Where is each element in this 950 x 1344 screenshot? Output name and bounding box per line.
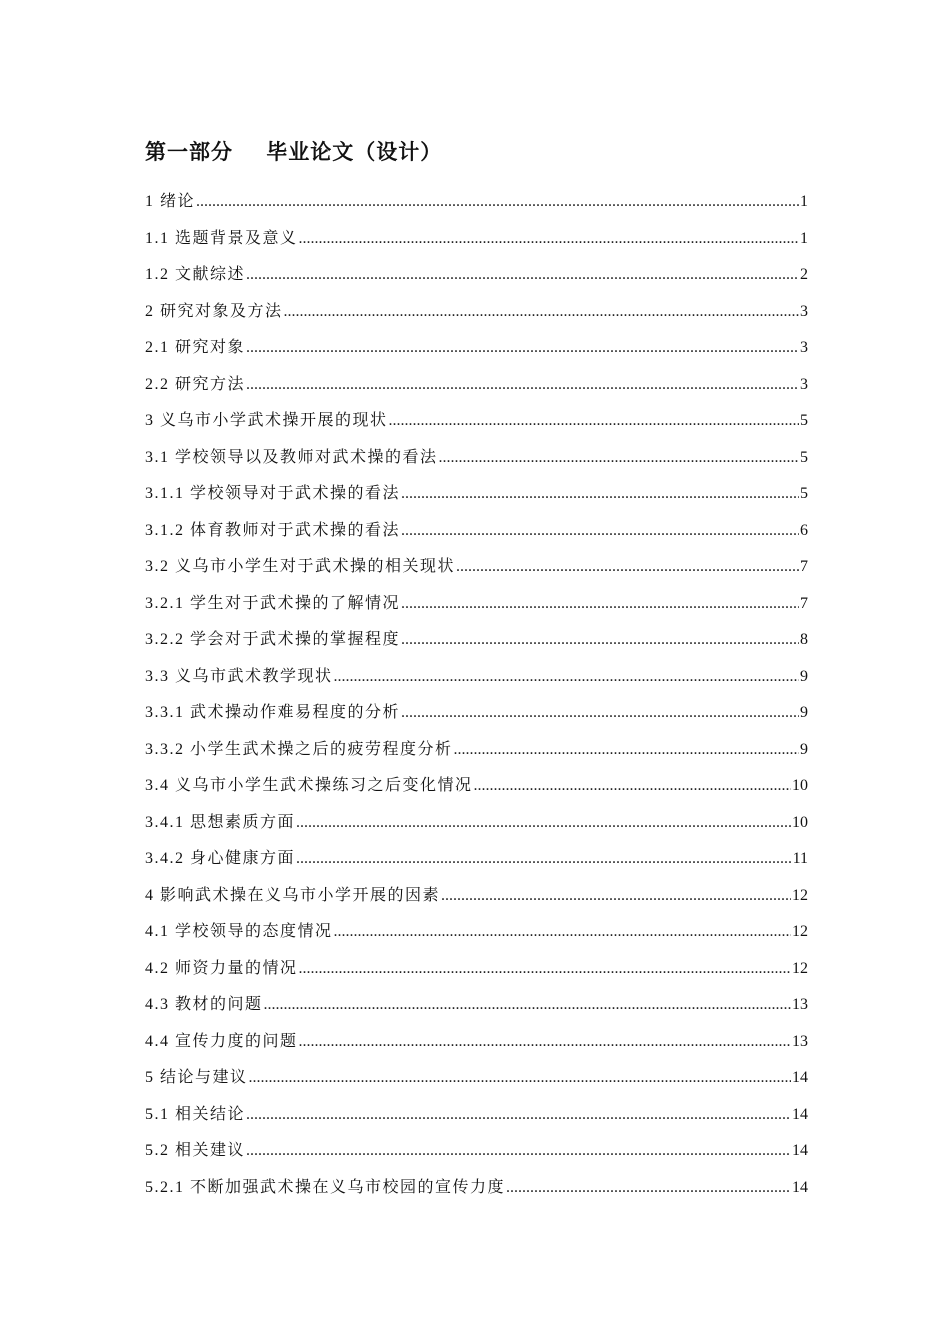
toc-page-number: 6: [800, 521, 808, 539]
toc-entry[interactable]: [145, 878, 813, 915]
toc-entry[interactable]: [145, 659, 813, 696]
toc-entry[interactable]: [145, 987, 813, 1024]
toc-dot-leader: [249, 1060, 791, 1097]
toc-page-number: 13: [792, 1032, 808, 1050]
toc-entry-label: 4.3 教材的问题: [145, 996, 263, 1013]
toc-page-number: 12: [792, 959, 808, 977]
toc-page-number: 7: [800, 558, 808, 575]
toc-entry[interactable]: [145, 1060, 813, 1097]
toc-page-number: 12: [792, 923, 808, 940]
toc-dot-leader: [296, 841, 792, 878]
toc-entry[interactable]: [145, 1024, 813, 1061]
toc-dot-leader: [299, 221, 799, 258]
toc-dot-leader: [401, 695, 799, 732]
toc-page-number: 9: [800, 667, 808, 685]
toc-entry-label: 1.1 选题背景及意义: [145, 229, 298, 247]
toc-dot-leader: [264, 987, 791, 1024]
toc-entry-label: 5 结论与建议: [145, 1069, 248, 1086]
toc-entry-label: 3.1.1 学校领导对于武术操的看法: [145, 485, 401, 502]
toc-entry-label: 3.4.2 身心健康方面: [145, 850, 296, 867]
toc-page-number: 1: [800, 193, 808, 210]
toc-page-number: 14: [792, 1178, 808, 1196]
toc-dot-leader: [284, 294, 799, 331]
toc-dot-leader: [196, 184, 799, 221]
toc-entry[interactable]: [145, 367, 813, 404]
toc-entry-label: 2.2 研究方法: [145, 375, 246, 393]
toc-entry-label: 4.2 师资力量的情况: [145, 959, 298, 977]
toc-entry-label: 2 研究对象及方法: [145, 302, 283, 320]
toc-entry[interactable]: [145, 622, 813, 659]
toc-page-number: 3: [800, 339, 808, 356]
toc-page-number: 10: [792, 813, 808, 831]
toc-entry-label: 3.4 义乌市小学生武术操练习之后变化情况: [145, 777, 473, 794]
toc-entry-label: 5.2 相关建议: [145, 1142, 246, 1159]
toc-dot-leader: [401, 622, 799, 659]
toc-entry[interactable]: [145, 403, 813, 440]
toc-entry[interactable]: [145, 841, 813, 878]
toc-page-number: 14: [792, 1105, 808, 1123]
toc-entry-label: 3 义乌市小学武术操开展的现状: [145, 412, 388, 429]
toc-entry[interactable]: [145, 1133, 813, 1170]
toc-dot-leader: [246, 1133, 791, 1170]
toc-dot-leader: [246, 330, 799, 367]
toc-page-number: 13: [792, 996, 808, 1013]
toc-page-number: 3: [800, 302, 808, 320]
toc-entry[interactable]: [145, 221, 813, 258]
toc-entry-label: 1.2 文献综述: [145, 266, 246, 283]
toc-page-number: 9: [800, 704, 808, 721]
toc-entry[interactable]: [145, 732, 813, 769]
toc-dot-leader: [506, 1170, 791, 1207]
toc-entry[interactable]: [145, 951, 813, 988]
toc-page-number: 10: [792, 777, 808, 794]
toc-page-number: 1: [800, 229, 808, 247]
toc-dot-leader: [334, 914, 791, 951]
toc-entry[interactable]: [145, 768, 813, 805]
toc-entry-label: 3.2.1 学生对于武术操的了解情况: [145, 594, 401, 612]
toc-title: 第一部分 毕业论文（设计）: [145, 140, 443, 164]
toc-entry[interactable]: [145, 513, 813, 550]
toc-page-number: 5: [800, 448, 808, 466]
toc-page-number: 2: [800, 266, 808, 283]
toc-dot-leader: [441, 878, 791, 915]
toc-dot-leader: [454, 732, 799, 769]
toc-dot-leader: [401, 586, 799, 623]
toc-entry-label: 3.2 义乌市小学生对于武术操的相关现状: [145, 558, 456, 575]
toc-dot-leader: [401, 513, 799, 550]
toc-page-number: 12: [792, 886, 808, 904]
toc-dot-leader: [296, 805, 791, 842]
toc-entry[interactable]: [145, 1097, 813, 1134]
toc-entry[interactable]: [145, 805, 813, 842]
toc-dot-leader: [246, 1097, 791, 1134]
toc-entry-label: 3.4.1 思想素质方面: [145, 813, 296, 831]
toc-entry-label: 2.1 研究对象: [145, 339, 246, 356]
toc-dot-leader: [246, 257, 799, 294]
toc-page-number: 7: [800, 594, 808, 612]
toc-dot-leader: [439, 440, 799, 477]
toc-entry[interactable]: [145, 330, 813, 367]
toc-page-number: 3: [800, 375, 808, 393]
toc-entry-label: 5.1 相关结论: [145, 1105, 246, 1123]
toc-dot-leader: [246, 367, 799, 404]
toc-entry-label: 3.3 义乌市武术教学现状: [145, 667, 333, 685]
toc-page-number: 8: [800, 631, 808, 648]
toc-entry[interactable]: [145, 914, 813, 951]
toc-entry[interactable]: [145, 1170, 813, 1207]
toc-entry[interactable]: [145, 586, 813, 623]
toc-page-number: 14: [792, 1142, 808, 1159]
toc-page-number: 5: [800, 412, 808, 429]
toc-page-number: 14: [792, 1069, 808, 1086]
table-of-contents: [145, 184, 813, 1206]
toc-entry-label: 3.1 学校领导以及教师对武术操的看法: [145, 448, 438, 466]
toc-entry-label: 5.2.1 不断加强武术操在义乌市校园的宣传力度: [145, 1178, 506, 1196]
toc-dot-leader: [334, 659, 799, 696]
toc-entry-label: 3.1.2 体育教师对于武术操的看法: [145, 521, 401, 539]
toc-entry-label: 1 绪论: [145, 193, 196, 210]
toc-dot-leader: [401, 476, 799, 513]
toc-entry-label: 3.2.2 学会对于武术操的掌握程度: [145, 631, 401, 648]
toc-dot-leader: [299, 1024, 791, 1061]
toc-entry-label: 3.3.1 武术操动作难易程度的分析: [145, 704, 401, 721]
toc-entry[interactable]: [145, 184, 813, 221]
toc-entry[interactable]: [145, 294, 813, 331]
toc-entry[interactable]: [145, 440, 813, 477]
toc-entry[interactable]: [145, 476, 813, 513]
toc-entry-label: 4 影响武术操在义乌市小学开展的因素: [145, 886, 441, 904]
toc-entry[interactable]: [145, 695, 813, 732]
toc-dot-leader: [299, 951, 791, 988]
toc-entry[interactable]: [145, 549, 813, 586]
toc-entry-label: 4.1 学校领导的态度情况: [145, 923, 333, 940]
toc-dot-leader: [474, 768, 791, 805]
toc-dot-leader: [456, 549, 799, 586]
toc-page-number: 9: [800, 740, 808, 758]
toc-page-number: 5: [800, 485, 808, 502]
toc-entry-label: 4.4 宣传力度的问题: [145, 1032, 298, 1050]
toc-dot-leader: [389, 403, 799, 440]
toc-entry[interactable]: [145, 257, 813, 294]
toc-entry-label: 3.3.2 小学生武术操之后的疲劳程度分析: [145, 740, 453, 758]
toc-page-number: 11: [792, 850, 808, 867]
